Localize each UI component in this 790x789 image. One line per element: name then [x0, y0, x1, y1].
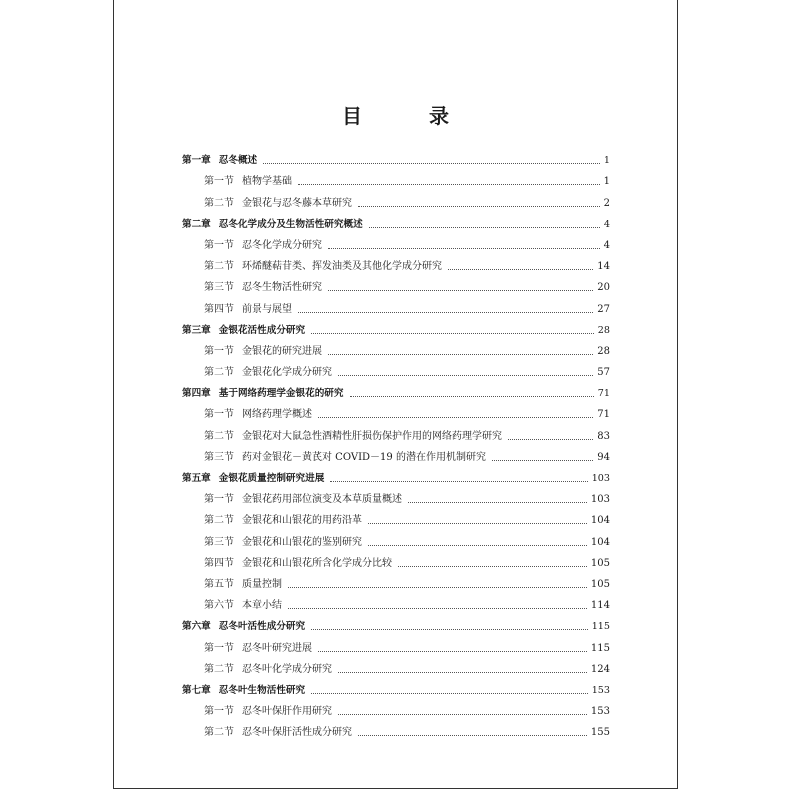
section-title: 前景与展望: [242, 303, 292, 315]
chapter-label: 第六章: [182, 621, 211, 633]
page-number: 71: [597, 409, 610, 421]
chapter-title: 忍冬叶活性成分研究: [218, 621, 306, 633]
dot-leader: [288, 587, 587, 588]
dot-leader: [492, 460, 593, 461]
toc-section-entry: [182, 273, 610, 294]
page-number: 115: [590, 642, 610, 654]
section-title: 忍冬叶保肝作用研究: [242, 706, 332, 718]
section-title: 忍冬叶研究进展: [242, 642, 312, 654]
section-label: 第一节: [204, 706, 234, 718]
toc-section-entry: [182, 337, 610, 358]
section-title: 质量控制: [242, 578, 282, 590]
dot-leader: [328, 290, 593, 291]
dot-leader: [369, 227, 600, 228]
page-number: 4: [603, 218, 610, 230]
section-label: 第四节: [204, 557, 234, 569]
section-label: 第三节: [204, 536, 234, 548]
toc-section-entry: [182, 570, 610, 591]
dot-leader: [288, 608, 587, 609]
dot-leader: [508, 439, 593, 440]
table-of-contents: [182, 146, 610, 739]
section-label: 第二节: [204, 197, 234, 209]
toc-section-entry: [182, 252, 610, 273]
page-number: 28: [597, 324, 610, 336]
dot-leader: [263, 163, 600, 164]
section-label: 第一节: [204, 345, 234, 357]
section-title: 金银花与忍冬藤本草研究: [242, 197, 352, 209]
page-number: 105: [590, 578, 610, 590]
section-title: 金银花和山银花的用药沿革: [242, 515, 362, 527]
dot-leader: [330, 481, 587, 482]
section-label: 第二节: [204, 367, 234, 379]
page-number: 124: [590, 663, 610, 675]
toc-section-entry: [182, 655, 610, 676]
dot-leader: [358, 735, 587, 736]
toc-section-entry: [182, 697, 610, 718]
toc-section-entry: [182, 718, 610, 739]
section-label: 第二节: [204, 515, 234, 527]
section-label: 第一节: [204, 494, 234, 506]
dot-leader: [408, 502, 587, 503]
section-label: 第二节: [204, 663, 234, 675]
toc-chapter-entry: [182, 676, 610, 697]
chapter-title: 忍冬概述: [218, 155, 258, 167]
dot-leader: [318, 651, 587, 652]
section-label: 第一节: [204, 409, 234, 421]
page-number: 4: [603, 239, 610, 251]
toc-section-entry: [182, 231, 610, 252]
toc-chapter-entry: [182, 379, 610, 400]
section-label: 第三节: [204, 282, 234, 294]
page-number: 27: [597, 303, 610, 315]
chapter-label: 第五章: [182, 473, 211, 484]
page-number: 153: [590, 706, 610, 718]
chapter-label: 第四章: [182, 388, 211, 400]
toc-section-entry: [182, 549, 610, 570]
section-title: 本章小结: [242, 600, 282, 612]
dot-leader: [328, 248, 600, 249]
dot-leader: [298, 184, 600, 185]
dot-leader: [311, 693, 588, 694]
page-number: 103: [591, 473, 610, 484]
section-title: 金银花药用部位演变及本草质量概述: [242, 494, 402, 506]
page-number: 71: [597, 388, 610, 400]
section-title: 植物学基础: [242, 176, 292, 188]
section-title: 忍冬叶化学成分研究: [242, 663, 332, 675]
section-label: 第二节: [204, 430, 234, 442]
section-title: 金银花对大鼠急性酒精性肝损伤保护作用的网络药理学研究: [242, 430, 502, 442]
dot-leader: [318, 417, 593, 418]
dot-leader: [298, 312, 593, 313]
section-title: 药对金银花－黄芪对 COVID－19 的潜在作用机制研究: [242, 451, 486, 463]
section-label: 第六节: [204, 600, 234, 612]
dot-leader: [311, 629, 588, 630]
dot-leader: [358, 206, 600, 207]
section-title: 网络药理学概述: [242, 409, 312, 421]
page-number: 2: [603, 197, 610, 209]
toc-section-entry: [182, 188, 610, 209]
chapter-label: 第一章: [182, 155, 211, 167]
toc-section-entry: [182, 358, 610, 379]
dot-leader: [448, 269, 593, 270]
page-number: 57: [597, 367, 610, 379]
section-title: 忍冬化学成分研究: [242, 239, 322, 251]
section-label: 第四节: [204, 303, 234, 315]
toc-chapter-entry: [182, 464, 610, 485]
page-number: 28: [597, 345, 610, 357]
dot-leader: [368, 545, 587, 546]
page-number: 103: [590, 494, 610, 506]
toc-section-entry: [182, 527, 610, 548]
chapter-title: 金银花质量控制研究进展: [218, 473, 325, 484]
page-number: 20: [597, 282, 610, 294]
dot-leader: [328, 354, 593, 355]
toc-chapter-entry: [182, 316, 610, 337]
section-label: 第一节: [204, 642, 234, 654]
section-label: 第一节: [204, 239, 234, 251]
toc-section-entry: [182, 421, 610, 442]
toc-chapter-entry: [182, 612, 610, 633]
book-page: [113, 0, 678, 789]
section-title: 环烯醚萜苷类、挥发油类及其他化学成分研究: [242, 261, 442, 273]
section-title: 金银花和山银花所含化学成分比较: [242, 557, 392, 569]
page-number: 104: [590, 536, 610, 548]
toc-section-entry: [182, 294, 610, 315]
chapter-title: 忍冬叶生物活性研究: [218, 684, 306, 696]
page-number: 94: [597, 451, 610, 463]
toc-chapter-entry: [182, 146, 610, 167]
toc-section-entry: [182, 485, 610, 506]
dot-leader: [338, 672, 587, 673]
section-title: 金银花化学成分研究: [242, 367, 332, 379]
toc-section-entry: [182, 167, 610, 188]
page-number: 105: [590, 557, 610, 569]
chapter-label: 第二章: [182, 218, 211, 230]
page-number: 153: [591, 684, 610, 696]
page-number: 1: [603, 155, 610, 167]
dot-leader: [368, 523, 587, 524]
dot-leader: [338, 714, 587, 715]
toc-section-entry: [182, 591, 610, 612]
toc-chapter-entry: [182, 210, 610, 231]
page-number: 115: [591, 621, 610, 633]
dot-leader: [350, 396, 594, 397]
chapter-title: 基于网络药理学金银花的研究: [218, 388, 344, 400]
page-number: 104: [590, 515, 610, 527]
dot-leader: [398, 566, 587, 567]
section-label: 第五节: [204, 578, 234, 590]
section-title: 忍冬叶保肝活性成分研究: [242, 727, 352, 739]
chapter-title: 忍冬化学成分及生物活性研究概述: [218, 218, 363, 230]
toc-section-entry: [182, 633, 610, 654]
dot-leader: [311, 333, 594, 334]
chapter-title: 金银花活性成分研究: [218, 324, 306, 336]
page-number: 114: [590, 600, 610, 612]
section-title: 金银花和山银花的鉴别研究: [242, 536, 362, 548]
section-label: 第二节: [204, 261, 234, 273]
page-number: 14: [597, 261, 610, 273]
section-label: 第三节: [204, 451, 234, 463]
section-label: 第一节: [204, 176, 234, 188]
dot-leader: [338, 375, 593, 376]
page-number: 155: [590, 727, 610, 739]
page-number: 83: [597, 430, 610, 442]
page-title: 目 录: [342, 104, 479, 128]
toc-section-entry: [182, 400, 610, 421]
chapter-label: 第七章: [182, 684, 211, 696]
toc-section-entry: [182, 443, 610, 464]
chapter-label: 第三章: [182, 324, 211, 336]
page-number: 1: [603, 176, 610, 188]
section-label: 第二节: [204, 727, 234, 739]
toc-section-entry: [182, 506, 610, 527]
section-title: 忍冬生物活性研究: [242, 282, 322, 294]
section-title: 金银花的研究进展: [242, 345, 322, 357]
